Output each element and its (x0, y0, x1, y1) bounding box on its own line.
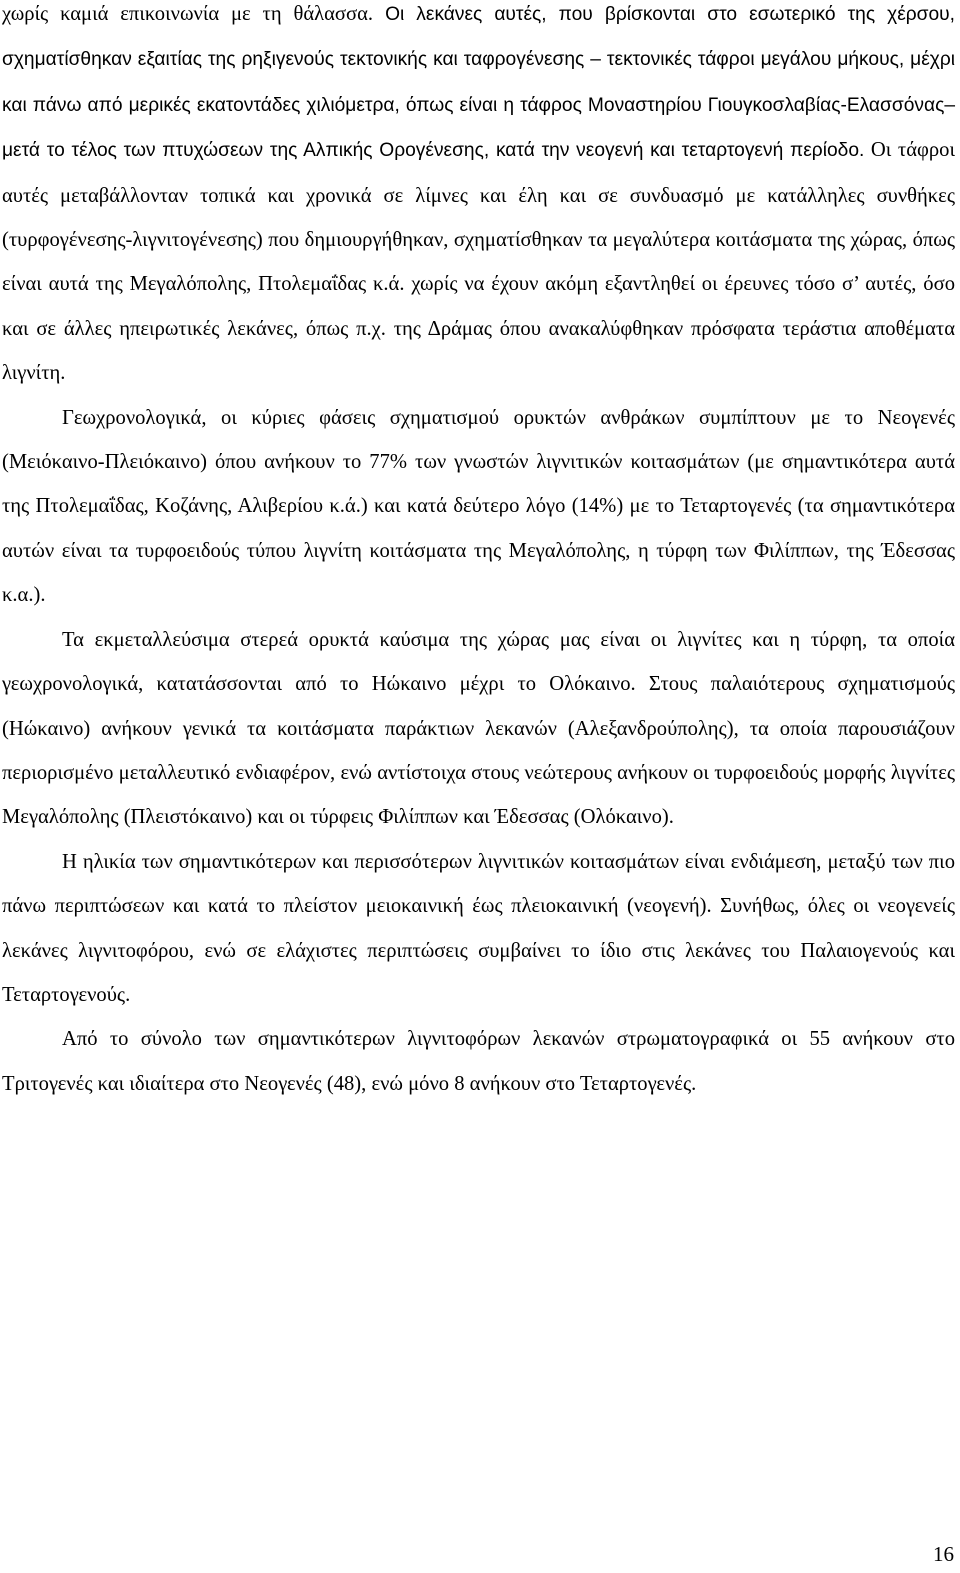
paragraph-geochronology: Γεωχρονολογικά, οι κύριες φάσεις σχηματισμού ορυκτών ανθράκων συμπίπτουν με το Νεογενές (Μειόκαινο-Πλειόκαινο) όπου ανήκουν το 77% των γνωστών λιγνιτικών κοιτασμάτων (με σημαντικότερα αυτά της Πτολεμαΐδας, Κοζάνης, Αλιβερίου κ.ά.) και κατά δεύτερο λόγο (14%) με το Τεταρτογενές (τα σημαντικότερα αυτών είναι τα τυρφοειδούς τύπου λιγνίτη κοιτάσματα της Μεγαλόπολης, η τύρφη των Φιλίππων, της Έδεσσας κ.α.). (2, 406, 955, 607)
body-text (2, 0, 955, 1106)
paragraph-run: Οι τάφροι αυτές μεταβάλλονταν τοπικά και χρονικά σε λίμνες και έλη και σε συνδυασμό με κατάλληλες συνθήκες (τυρφογένεσης-λιγνιτογένεσης) που δημιουργήθηκαν, σχηματίσθηκαν τα μεγαλύτερα κοιτάσματα της χώρας, όπως είναι αυτά της Μεγαλόπολης, Πτολεμαΐδας κ.ά. χωρίς να έχουν ακόμη εξαντληθεί οι έρευνες τόσο σ’ αυτές, όσο και σε άλλες ηπειρωτικές λεκάνες, όπως π.χ. της Δράμας όπου ανακαλύφθηκαν πρόσφατα τεράστια αποθέματα λιγνίτη. (2, 139, 955, 385)
paragraph-run: χωρίς καμιά επικοινωνία με τη θάλασσα. (2, 3, 374, 25)
paragraph-continuation (2, 0, 955, 396)
page-number: 16 (933, 1542, 954, 1566)
paragraph-stratigraphy: Από το σύνολο των σημαντικότερων λιγνιτοφόρων λεκανών στρωματογραφικά οι 55 ανήκουν στο Τριτογενές και ιδιαίτερα στο Νεογενές (48), ενώ μόνο 8 ανήκουν στο Τεταρτογενές. (2, 1028, 955, 1095)
paragraph-run-sans: Οι λεκάνες αυτές, που βρίσκονται στο εσωτερικό της χέρσου, σχηματίσθηκαν εξαιτίας της ρηξιγενούς τεκτονικής και ταφρογένεσης – τεκτονικές τάφροι μεγάλου μήκους, μέχρι και πάνω από μερικές εκατοντάδες χιλιόμετρα, όπως είναι η τάφρος Μοναστηρίου Γιουγκοσλαβίας-Ελασσόνας– μετά το τέλος των πτυχώσεων της Αλπικής Ορογένεσης, κατά την νεογενή και τεταρτογενή περίοδο. (2, 4, 955, 162)
paragraph-deposit-age: Η ηλικία των σημαντικότερων και περισσότερων λιγνιτικών κοιτασμάτων είναι ενδιάμεση, μεταξύ των πιο πάνω περιπτώσεων και κατά το πλείστον μειοκαινική έως πλειοκαινική (νεογενή). Συνήθως, όλες οι νεογενείς λεκάνες λιγνιτοφόρου, ενώ σε ελάχιστες περιπτώσεις συμβαίνει το ίδιο στις λεκάνες του Παλαιογενούς και Τεταρτογενούς. (2, 850, 955, 1006)
paragraph-exploitable-fuels: Τα εκμεταλλεύσιμα στερεά ορυκτά καύσιμα της χώρας μας είναι οι λιγνίτες και η τύρφη, τα οποία γεωχρονολογικά, κατατάσσονται από το Ηώκαινο μέχρι το Ολόκαινο. Στους παλαιότερους σχηματισμούς (Ηώκαινο) ανήκουν γενικά τα κοιτάσματα παράκτιων λεκανών (Αλεξανδρούπολης), τα οποία παρουσιάζουν περιορισμένο μεταλλευτικό ενδιαφέρον, ενώ αντίστοιχα στους νεώτερους ανήκουν οι τυρφοειδούς μορφής λιγνίτες Μεγαλόπολης (Πλειστόκαινο) και οι τύρφεις Φιλίππων και Έδεσσας (Ολόκαινο). (2, 628, 955, 829)
